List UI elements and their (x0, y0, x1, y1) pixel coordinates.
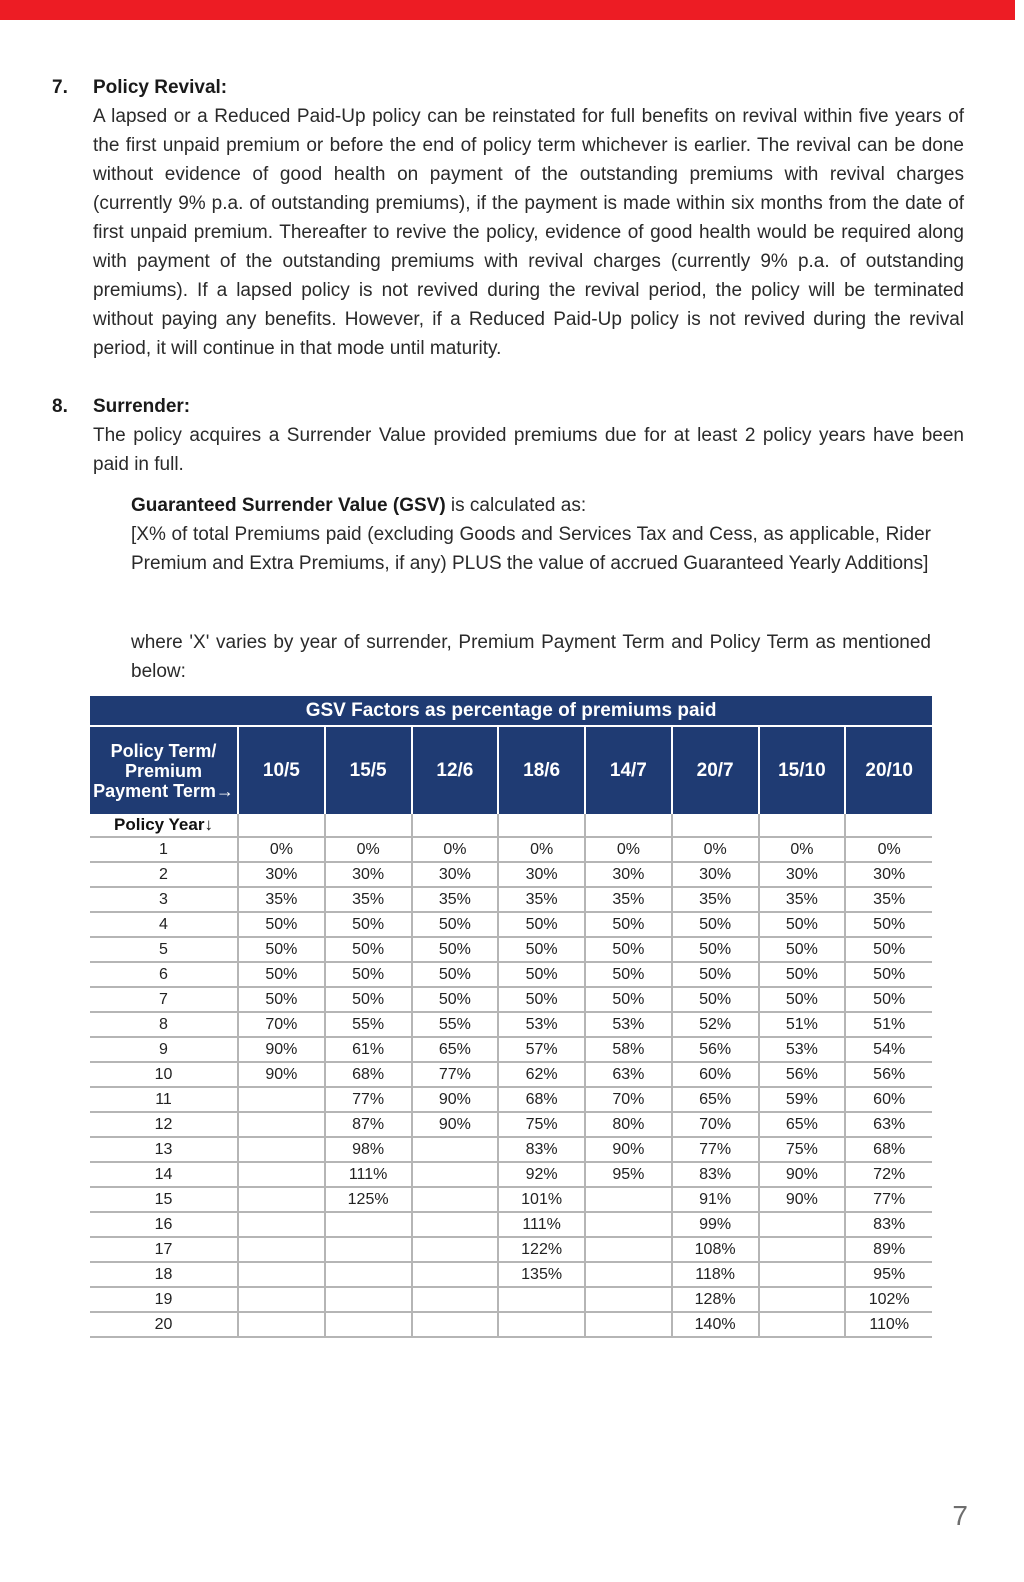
gsv-factor-cell: 55% (412, 1012, 499, 1037)
column-header: 20/10 (845, 726, 932, 814)
table-row (90, 937, 932, 962)
table-row (90, 987, 932, 1012)
gsv-factor-cell: 77% (672, 1137, 759, 1162)
gsv-factor-cell (585, 1312, 672, 1337)
gsv-factor-cell: 57% (498, 1037, 585, 1062)
table-row (90, 1037, 932, 1062)
gsv-factor-cell: 56% (672, 1037, 759, 1062)
gsv-factor-cell: 68% (325, 1062, 412, 1087)
gsv-factor-cell: 61% (325, 1037, 412, 1062)
gsv-factor-cell: 83% (672, 1162, 759, 1187)
gsv-factor-cell: 98% (325, 1137, 412, 1162)
gsv-factor-cell: 0% (672, 837, 759, 862)
gsv-factor-cell (759, 1312, 846, 1337)
gsv-factor-cell: 68% (845, 1137, 932, 1162)
gsv-intro-line (131, 491, 931, 520)
section-number: 8. (52, 396, 68, 417)
gsv-factor-cell: 59% (759, 1087, 846, 1112)
gsv-factor-cell: 70% (672, 1112, 759, 1137)
gsv-factor-cell: 35% (672, 887, 759, 912)
gsv-factor-cell (498, 1287, 585, 1312)
gsv-factor-cell (412, 1287, 499, 1312)
gsv-factor-cell: 50% (498, 912, 585, 937)
gsv-factor-cell: 125% (325, 1187, 412, 1212)
table-row (90, 1187, 932, 1212)
table-row (90, 837, 932, 862)
policy-year-cell: 13 (90, 1137, 238, 1162)
gsv-factor-cell (238, 1287, 325, 1312)
gsv-where-text: where 'X' varies by year of surrender, Premium Payment Term and Policy Term as mentioned below: (131, 632, 931, 682)
table-title: GSV Factors as percentage of premiums paid (90, 696, 932, 726)
gsv-factor-cell: 35% (759, 887, 846, 912)
policy-year-cell: 14 (90, 1162, 238, 1187)
gsv-factor-cell: 50% (672, 912, 759, 937)
gsv-factor-cell: 118% (672, 1262, 759, 1287)
gsv-factor-cell (585, 1212, 672, 1237)
gsv-factor-cell: 53% (498, 1012, 585, 1037)
gsv-factor-cell: 65% (412, 1037, 499, 1062)
gsv-factor-cell (412, 1262, 499, 1287)
gsv-factor-cell: 90% (412, 1112, 499, 1137)
table-row (90, 962, 932, 987)
policy-year-cell: 12 (90, 1112, 238, 1137)
section-title: Policy Revival: (93, 77, 228, 98)
gsv-factor-cell: 50% (759, 962, 846, 987)
page-number: 7 (952, 1500, 968, 1531)
gsv-factor-cell: 0% (325, 837, 412, 862)
gsv-factor-cell: 60% (845, 1087, 932, 1112)
column-header: 20/7 (672, 726, 759, 814)
gsv-factor-cell: 35% (585, 887, 672, 912)
gsv-factor-cell: 90% (238, 1062, 325, 1087)
gsv-factor-cell: 60% (672, 1062, 759, 1087)
gsv-factor-cell: 110% (845, 1312, 932, 1337)
gsv-factor-cell: 50% (759, 937, 846, 962)
blank-cell (759, 814, 846, 837)
gsv-factor-cell: 51% (759, 1012, 846, 1037)
gsv-factor-cell: 0% (845, 837, 932, 862)
gsv-factors-table (90, 696, 932, 1338)
table-row (90, 1162, 932, 1187)
gsv-factor-cell: 77% (325, 1087, 412, 1112)
gsv-factor-cell: 30% (325, 862, 412, 887)
gsv-factor-cell: 50% (585, 937, 672, 962)
policy-year-cell: 6 (90, 962, 238, 987)
gsv-factor-cell: 53% (585, 1012, 672, 1037)
table-row (90, 1137, 932, 1162)
gsv-factor-cell: 111% (325, 1162, 412, 1187)
gsv-factor-cell: 58% (585, 1037, 672, 1062)
section-heading (52, 392, 964, 421)
revival-paragraph: A lapsed or a Reduced Paid-Up policy can be reinstated for full benefits on revival within five years of the first unpaid premium or before the end of policy term whichever is earlier. The revival can be done without evidence of good health on payment of the outstanding premiums with revival charges (currently 9% p.a. of outstanding premiums), if the payment is made within six months from the date of first unpaid premium. Thereafter to revive the policy, evidence of good health would be required along with payment of the outstanding premiums with revival charges (currently 9% p.a. of outstanding premiums). If a lapsed policy is not revived during the revival period, the policy will be terminated without paying any benefits. However, if a Reduced Paid-Up policy is not revived during the revival period, it will continue in that mode until maturity. (93, 106, 964, 359)
gsv-factor-cell: 0% (412, 837, 499, 862)
blank-cell (845, 814, 932, 837)
gsv-factor-cell (238, 1087, 325, 1112)
blank-cell (325, 814, 412, 837)
policy-year-cell: 17 (90, 1237, 238, 1262)
policy-year-label: Policy Year↓ (90, 814, 238, 837)
gsv-factor-cell (412, 1187, 499, 1212)
gsv-factor-cell: 50% (845, 987, 932, 1012)
gsv-factor-cell (238, 1312, 325, 1337)
gsv-factor-cell (238, 1162, 325, 1187)
policy-year-cell: 4 (90, 912, 238, 937)
gsv-definition (131, 491, 931, 578)
gsv-factor-cell: 72% (845, 1162, 932, 1187)
gsv-factor-cell (412, 1312, 499, 1337)
policy-year-label-row (90, 814, 932, 837)
gsv-factor-cell: 65% (759, 1112, 846, 1137)
column-header: 15/10 (759, 726, 846, 814)
gsv-factor-cell: 102% (845, 1287, 932, 1312)
gsv-factor-cell (412, 1137, 499, 1162)
gsv-factor-cell: 90% (412, 1087, 499, 1112)
gsv-factor-cell: 63% (585, 1062, 672, 1087)
gsv-factor-cell (325, 1312, 412, 1337)
gsv-factor-cell: 35% (325, 887, 412, 912)
gsv-factor-cell: 35% (238, 887, 325, 912)
gsv-factor-cell: 50% (759, 912, 846, 937)
gsv-factor-cell: 77% (412, 1062, 499, 1087)
gsv-factor-cell: 80% (585, 1112, 672, 1137)
gsv-factor-cell: 50% (498, 987, 585, 1012)
table-row (90, 1062, 932, 1087)
gsv-factor-cell: 50% (412, 937, 499, 962)
policy-year-cell: 5 (90, 937, 238, 962)
policy-year-cell: 18 (90, 1262, 238, 1287)
gsv-factor-cell: 35% (498, 887, 585, 912)
gsv-factor-cell: 30% (412, 862, 499, 887)
gsv-factor-cell: 90% (759, 1187, 846, 1212)
gsv-factor-cell: 75% (759, 1137, 846, 1162)
gsv-factor-cell (585, 1237, 672, 1262)
gsv-factor-cell: 50% (845, 962, 932, 987)
policy-year-cell: 15 (90, 1187, 238, 1212)
gsv-factor-cell: 30% (585, 862, 672, 887)
table-body (90, 837, 932, 1337)
gsv-factor-cell: 30% (845, 862, 932, 887)
table-row (90, 1312, 932, 1337)
gsv-factor-cell: 50% (585, 962, 672, 987)
gsv-factor-cell: 56% (759, 1062, 846, 1087)
table-row (90, 1087, 932, 1112)
blank-cell (672, 814, 759, 837)
gsv-factor-cell (585, 1262, 672, 1287)
table-row (90, 1262, 932, 1287)
table-row (90, 887, 932, 912)
section-heading (52, 73, 964, 102)
gsv-factor-cell: 63% (845, 1112, 932, 1137)
gsv-factor-cell: 90% (585, 1137, 672, 1162)
gsv-factor-cell: 50% (672, 937, 759, 962)
section-surrender (52, 392, 964, 479)
corner-header: Policy Term/ Premium Payment Term→ (90, 726, 238, 814)
gsv-factor-cell: 70% (585, 1087, 672, 1112)
section-title: Surrender: (93, 396, 191, 417)
gsv-factor-cell: 56% (845, 1062, 932, 1087)
table-row (90, 1012, 932, 1037)
gsv-factor-cell (759, 1237, 846, 1262)
gsv-factor-cell: 50% (498, 962, 585, 987)
gsv-factor-cell (325, 1212, 412, 1237)
gsv-factor-cell: 0% (238, 837, 325, 862)
gsv-factor-cell (325, 1287, 412, 1312)
gsv-factor-cell: 83% (498, 1137, 585, 1162)
gsv-factor-cell: 35% (845, 887, 932, 912)
gsv-factor-cell (412, 1162, 499, 1187)
policy-year-cell: 2 (90, 862, 238, 887)
gsv-factor-cell: 52% (672, 1012, 759, 1037)
gsv-factor-cell: 30% (672, 862, 759, 887)
gsv-factor-cell: 50% (238, 962, 325, 987)
gsv-factor-cell: 30% (498, 862, 585, 887)
gsv-term: Guaranteed Surrender Value (GSV) (131, 495, 446, 516)
table-row (90, 912, 932, 937)
gsv-factor-cell: 55% (325, 1012, 412, 1037)
gsv-factor-cell: 122% (498, 1237, 585, 1262)
surrender-paragraph: The policy acquires a Surrender Value provided premiums due for at least 2 policy years have been paid in full. (93, 425, 964, 475)
gsv-factor-cell: 90% (238, 1037, 325, 1062)
policy-year-cell: 8 (90, 1012, 238, 1037)
gsv-factor-cell: 50% (325, 937, 412, 962)
gsv-factor-cell (412, 1212, 499, 1237)
gsv-factor-cell: 50% (672, 962, 759, 987)
gsv-factor-cell: 68% (498, 1087, 585, 1112)
gsv-factor-cell: 77% (845, 1187, 932, 1212)
gsv-formula: [X% of total Premiums paid (excluding Goods and Services Tax and Cess, as applicable, Rider Premium and Extra Premiums, if any) PLUS the value of accrued Guaranteed Yearly Additions] (131, 524, 931, 574)
table-row (90, 1212, 932, 1237)
gsv-factor-cell: 50% (238, 937, 325, 962)
gsv-factor-cell: 128% (672, 1287, 759, 1312)
policy-year-cell: 10 (90, 1062, 238, 1087)
gsv-factor-cell: 35% (412, 887, 499, 912)
gsv-factor-cell: 50% (585, 912, 672, 937)
gsv-factor-cell: 92% (498, 1162, 585, 1187)
gsv-factor-cell: 50% (238, 987, 325, 1012)
blank-cell (238, 814, 325, 837)
gsv-factor-cell: 135% (498, 1262, 585, 1287)
gsv-factor-cell: 65% (672, 1087, 759, 1112)
table-row (90, 1112, 932, 1137)
gsv-factor-cell (238, 1212, 325, 1237)
top-accent-bar (0, 0, 1015, 20)
gsv-factor-cell: 95% (585, 1162, 672, 1187)
gsv-factor-cell: 50% (238, 912, 325, 937)
gsv-factor-cell (412, 1237, 499, 1262)
column-header: 15/5 (325, 726, 412, 814)
policy-year-cell: 9 (90, 1037, 238, 1062)
policy-year-cell: 3 (90, 887, 238, 912)
gsv-factor-cell: 89% (845, 1237, 932, 1262)
gsv-factor-cell (498, 1312, 585, 1337)
table-row (90, 1237, 932, 1262)
policy-year-cell: 19 (90, 1287, 238, 1312)
gsv-factors-table-wrapper (90, 696, 932, 1338)
gsv-factor-cell: 0% (585, 837, 672, 862)
section-number: 7. (52, 77, 68, 98)
policy-year-cell: 16 (90, 1212, 238, 1237)
gsv-factor-cell: 70% (238, 1012, 325, 1037)
gsv-factor-cell: 50% (412, 987, 499, 1012)
gsv-factor-cell: 50% (498, 937, 585, 962)
policy-year-cell: 7 (90, 987, 238, 1012)
gsv-factor-cell (325, 1237, 412, 1262)
gsv-factor-cell: 50% (845, 937, 932, 962)
gsv-factor-cell (325, 1262, 412, 1287)
blank-cell (412, 814, 499, 837)
gsv-factor-cell (759, 1212, 846, 1237)
gsv-factor-cell: 50% (845, 912, 932, 937)
gsv-factor-cell: 99% (672, 1212, 759, 1237)
gsv-factor-cell: 50% (759, 987, 846, 1012)
gsv-factor-cell: 91% (672, 1187, 759, 1212)
blank-cell (498, 814, 585, 837)
gsv-factor-cell: 95% (845, 1262, 932, 1287)
gsv-factor-cell: 0% (498, 837, 585, 862)
column-header: 14/7 (585, 726, 672, 814)
gsv-factor-cell: 50% (672, 987, 759, 1012)
table-row (90, 1287, 932, 1312)
gsv-factor-cell (585, 1187, 672, 1212)
gsv-factor-cell: 75% (498, 1112, 585, 1137)
gsv-factor-cell: 50% (325, 962, 412, 987)
gsv-factor-cell (238, 1137, 325, 1162)
gsv-factor-cell (238, 1112, 325, 1137)
gsv-factor-cell (238, 1262, 325, 1287)
gsv-factor-cell: 50% (412, 962, 499, 987)
gsv-intro-rest: is calculated as: (445, 495, 587, 516)
gsv-factor-cell: 83% (845, 1212, 932, 1237)
gsv-factor-cell: 50% (325, 987, 412, 1012)
gsv-factor-cell: 101% (498, 1187, 585, 1212)
gsv-factor-cell: 111% (498, 1212, 585, 1237)
policy-year-cell: 1 (90, 837, 238, 862)
policy-year-cell: 20 (90, 1312, 238, 1337)
gsv-factor-cell: 87% (325, 1112, 412, 1137)
column-header: 18/6 (498, 726, 585, 814)
table-row (90, 862, 932, 887)
gsv-factor-cell (759, 1262, 846, 1287)
policy-year-cell: 11 (90, 1087, 238, 1112)
gsv-factor-cell: 140% (672, 1312, 759, 1337)
gsv-factor-cell: 50% (412, 912, 499, 937)
gsv-factor-cell: 62% (498, 1062, 585, 1087)
gsv-factor-cell (585, 1287, 672, 1312)
column-header: 12/6 (412, 726, 499, 814)
gsv-factor-cell: 50% (585, 987, 672, 1012)
gsv-factor-cell (238, 1237, 325, 1262)
gsv-factor-cell: 54% (845, 1037, 932, 1062)
blank-cell (585, 814, 672, 837)
gsv-factor-cell (238, 1187, 325, 1212)
gsv-factor-cell: 51% (845, 1012, 932, 1037)
column-header: 10/5 (238, 726, 325, 814)
section-policy-revival (52, 73, 964, 363)
table-header-row (90, 726, 932, 814)
gsv-factor-cell: 108% (672, 1237, 759, 1262)
gsv-factor-cell: 53% (759, 1037, 846, 1062)
gsv-factor-cell: 50% (325, 912, 412, 937)
gsv-factor-cell: 30% (759, 862, 846, 887)
gsv-factor-cell: 30% (238, 862, 325, 887)
gsv-factor-cell: 0% (759, 837, 846, 862)
gsv-factor-cell: 90% (759, 1162, 846, 1187)
gsv-factor-cell (759, 1287, 846, 1312)
